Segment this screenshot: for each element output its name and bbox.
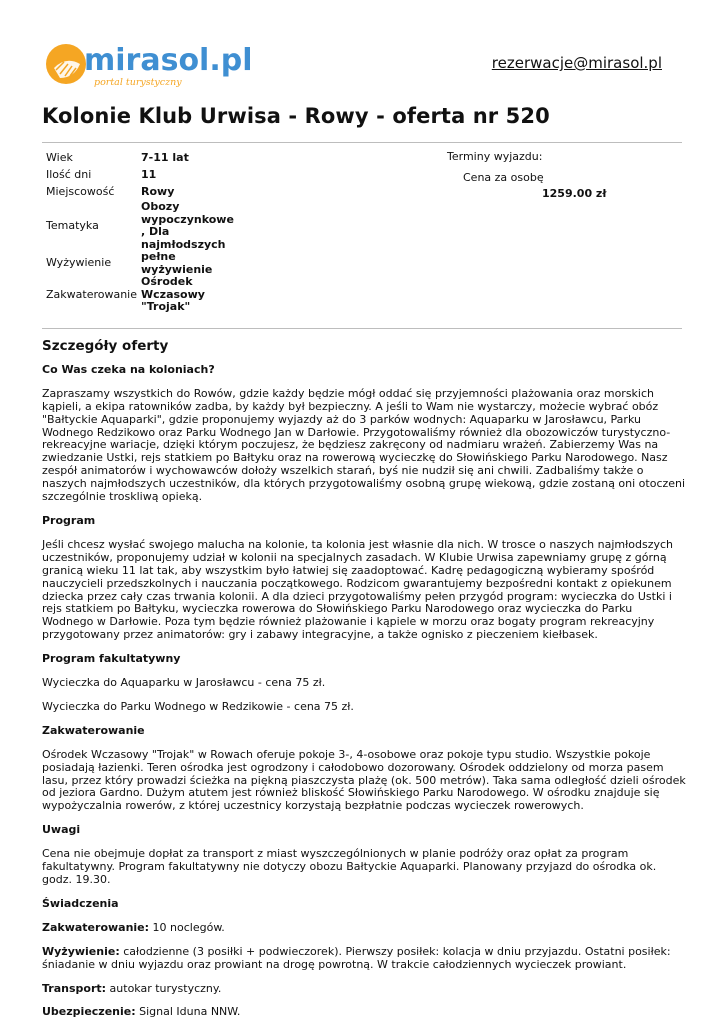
subsection-title: Co Was czeka na koloniach? (42, 362, 215, 376)
spec-row (44, 167, 243, 184)
logo-text: mirasol.pl (84, 43, 253, 78)
benefit-item (42, 1006, 687, 1019)
paragraph: Ośrodek Wczasowy "Trojak" w Rowach oferuje pokoje 3-, 4-osobowe oraz pokoje typu studio. Wszystkie pokoje posiadają łazienki. Teren ośrodka jest ogrodzony i całodobowo dozorowany. Ośrodek oddzielony od morza pasem lasu, przez który prowadzi ścieżka na piękną piaszczysta plażę (ok. 500 metrów). Taka sama odległość dzieli ośrodek od jeziora Gardno. Dużym atutem jest również bliskość Słowińskiego Parku Narodowego. W ośrodku znajduje się wypożyczalnia rowerów, z której uczestnicy korzystają bezpłatnie podczas wycieczek rowerowych. (42, 747, 686, 813)
spec-label: Ilość dni (46, 168, 92, 182)
subsection-title: Program (42, 513, 96, 527)
section-heading: Szczegóły oferty (42, 338, 169, 354)
spec-label: Wiek (46, 151, 73, 165)
spec-row (44, 150, 243, 167)
divider (42, 142, 682, 143)
subsection-title: Świadczenia (42, 896, 119, 910)
spec-value: pełne wyżywienie (141, 250, 213, 276)
spec-value: Obozy wypoczynkowe , Dla najmłodszych (141, 200, 234, 251)
paragraph: Wycieczka do Aquaparku w Jarosławcu - cena 75 zł. (42, 676, 326, 690)
benefit-label: Zakwaterowanie: (42, 920, 150, 934)
spec-label: Tematyka (46, 218, 99, 232)
spec-label: Miejscowość (46, 185, 115, 199)
sun-icon (46, 44, 86, 84)
offer-details (42, 340, 687, 1030)
paragraph: Wycieczka do Parku Wodnego w Redzikowie - cena 75 zł. (42, 699, 354, 713)
contact-email-link[interactable]: rezerwacje@mirasol.pl (491, 54, 662, 72)
subsection-title: Program fakultatywny (42, 652, 181, 666)
spec-value: 7-11 lat (141, 151, 189, 165)
offer-specs-table (44, 150, 243, 314)
spec-label: Zakwaterowanie (46, 287, 138, 301)
paragraph: Cena nie obejmuje dopłat za transport z miast wyszczególnionych w planie podróży oraz opłat za program fakultatywny. Program fakultatywny nie dotyczy obozu Bałtyckie Aquaparki. Planowany przyjazd do ośrodka ok. godz. 19.30. (42, 847, 657, 886)
divider (42, 328, 682, 329)
page-title: Kolonie Klub Urwisa - Rowy - oferta nr 520 (42, 104, 550, 128)
paragraph: Jeśli chcesz wysłać swojego malucha na kolonie, ta kolonia jest własnie dla nich. W trosce o naszych najmłodszych uczestników, proponujemy udział w kolonii na specjalnych zasadach. W Klubie Urwisa zapewniamy grupę z górną granicą wieku 11 lat tak, aby wszystkim było łatwiej się zaadoptować. Kadrę pedagogiczną wybieramy spośród nauczycieli przedszkolnych i nauczania początkowego. Rodzicom gwarantujemy bezpośredni kontakt z opiekunem dziecka przez cały czas trwania kolonii. A dla dzieci przygotowaliśmy pełen przygód program: wycieczka do Ustki i rejs statkiem po Bałtyku, wycieczka rowerowa do Słowińskiego Parku Narodowego oraz wycieczka do Parku Wodnego w Darłowie. Poza tym będzie również plażowanie i kąpiele w morzu oraz bogaty program rekreacyjny przygotowany przez animatorów: gry i zabawy integracyjne, a także ognisko z pieczeniem kiełbasek. (42, 537, 674, 642)
spec-value: Rowy (141, 185, 175, 199)
logo-tagline: portal turystyczny (94, 77, 182, 88)
benefit-text: autokar turystyczny. (106, 981, 222, 995)
paragraph: Zapraszamy wszystkich do Rowów, gdzie każdy będzie mógł oddać się przyjemności plażowania oraz morskich kąpieli, a ekipa ratowników zadba, by każdy był bezpieczny. A jeśli to Wam nie wystarczy, możecie wybrać obóz "Bałtyckie Aquaparki", gdzie proponujemy wyjazdy aż do 3 parków wodnych: Aquaparku w Jarosławcu, Parku Wodnego Redzikowo oraz Parku Wodnego Jan w Darłowie. Przygotowaliśmy również dla obozowiczów turystyczno-rekreacyjne wariacje, dzięki którym poczujesz, że będziesz zakręcony od nadmiaru wrażeń. Zabierzemy Was na zwiedzanie Ustki, rejs statkiem po Bałtyku oraz na rowerową wycieczkę do Słowińskiego Parku Narodowego. Nasz zespół animatorów i wychowawców dołoży wszelkich starań, byś nie nudził się ani chwili. Zadbaliśmy także o naszych najmłodszych uczestników, dla których przygotowaliśmy osobną grupę wiekową, gdzie zostaną oni otoczeni szczególnie troskliwą opieką. (42, 386, 686, 504)
benefit-item (42, 946, 687, 972)
benefit-text: Signal Iduna NNW. (135, 1005, 241, 1019)
subsection-title: Uwagi (42, 823, 81, 837)
benefit-label: Wyżywienie: (42, 944, 120, 958)
spec-row (44, 184, 243, 201)
spec-value: Ośrodek Wczasowy "Trojak" (141, 275, 205, 313)
spec-value: 11 (141, 168, 157, 182)
subsection-title: Zakwaterowanie (42, 723, 145, 737)
price-value: 1259.00 zł (542, 187, 607, 200)
mirasol-logo[interactable] (44, 38, 260, 90)
benefit-text: 10 noclegów. (149, 920, 225, 934)
benefit-text: całodzienne (3 posiłki + podwieczorek). Pierwszy posiłek: kolacja w dniu przyjazdu. Ostatni posiłek: śniadanie w dniu wyjazdu oraz prowiant na drogę powrotną. W trakcie całodziennych wycieczek prowiant. (42, 944, 671, 971)
spec-label: Wyżywienie (46, 256, 112, 270)
benefit-item (42, 922, 687, 935)
benefit-item (42, 983, 687, 996)
price-label: Cena za osobę (463, 171, 544, 184)
spec-row (44, 201, 243, 251)
benefit-label: Ubezpieczenie: (42, 1005, 136, 1019)
terms-label: Terminy wyjazdu: (447, 150, 543, 163)
benefit-label: Transport: (42, 981, 107, 995)
spec-row (44, 251, 243, 276)
spec-row (44, 276, 243, 314)
